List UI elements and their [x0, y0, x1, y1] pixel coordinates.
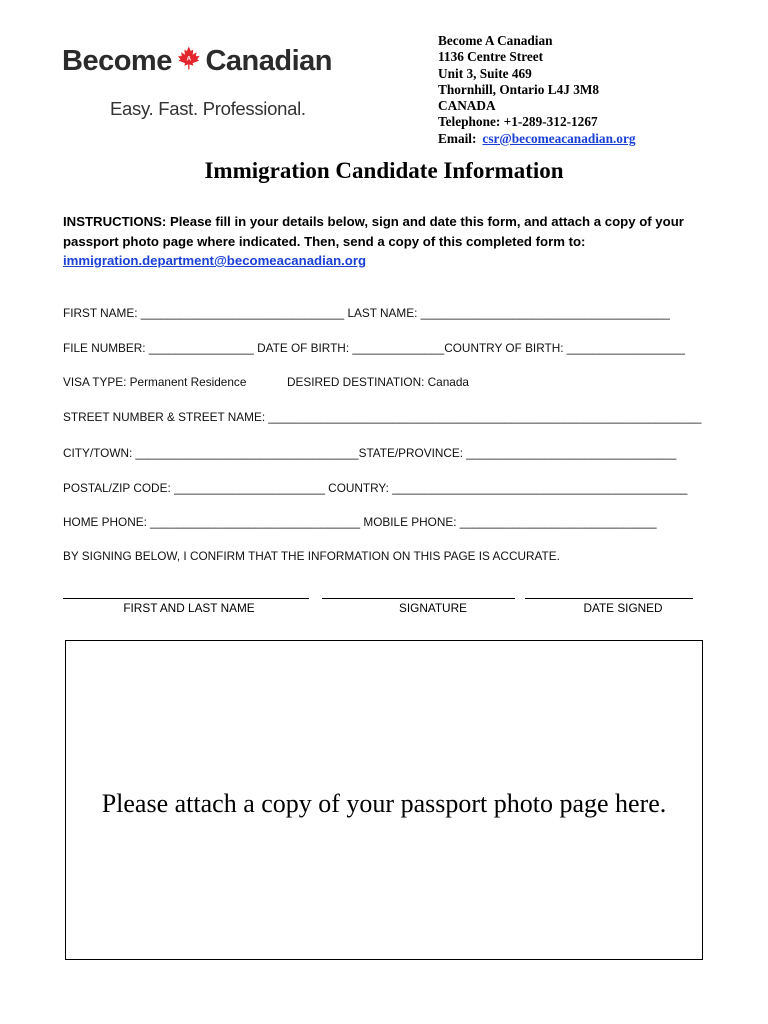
- immigration-email-link[interactable]: immigration.department@becomeacanadian.org: [63, 253, 367, 268]
- logo-wordmark: [62, 44, 332, 78]
- instructions: [63, 212, 723, 271]
- page-title: Immigration Candidate Information: [204, 158, 564, 183]
- signature-label: SIGNATURE: [399, 601, 467, 615]
- csr-email-link[interactable]: csr@becomeacanadian.org: [482, 130, 636, 146]
- name-signature-line[interactable]: [63, 598, 309, 599]
- first-last-name-label: FIRST AND LAST NAME: [123, 601, 255, 615]
- signature-line[interactable]: [322, 598, 515, 599]
- address-line: Become A Canadian: [438, 33, 553, 48]
- company-address: [438, 33, 636, 147]
- signature-block: [63, 588, 703, 616]
- visa-row: [63, 375, 469, 389]
- city-state-row[interactable]: CITY/TOWN: __________________________________STATE/PROVINCE: ________________________________: [63, 446, 677, 460]
- passport-photo-box: [65, 640, 703, 960]
- address-line: Thornhill, Ontario L4J 3M8: [438, 81, 600, 97]
- passport-instruction: Please attach a copy of your passport photo page here.: [101, 789, 667, 818]
- visa-type: VISA TYPE: Permanent Residence: [63, 375, 247, 389]
- address-line: Unit 3, Suite 469: [438, 65, 532, 81]
- date-signed-line[interactable]: [525, 598, 693, 599]
- postal-country-row[interactable]: POSTAL/ZIP CODE: _______________________ COUNTRY: _____________________________________________: [63, 481, 688, 495]
- email-label: Email:: [438, 130, 477, 146]
- instructions-text: INSTRUCTIONS: Please fill in your details below, sign and date this form, and attach a copy of your passport photo page where indicated. Then, send a copy of this completed form to:: [63, 214, 684, 249]
- desired-destination: DESIRED DESTINATION: Canada: [286, 375, 469, 389]
- maple-leaf-icon: [176, 41, 202, 75]
- address-line: CANADA: [438, 98, 496, 114]
- logo-word-a: A: [186, 55, 191, 63]
- logo-word-become: Become: [62, 44, 172, 77]
- file-birth-row[interactable]: FILE NUMBER: ________________ DATE OF BIRTH: ______________COUNTRY OF BIRTH: __________________: [63, 341, 685, 355]
- address-email-row: [438, 131, 636, 147]
- phone-row[interactable]: HOME PHONE: ________________________________ MOBILE PHONE: ______________________________: [63, 515, 657, 529]
- street-row[interactable]: STREET NUMBER & STREET NAME: __________________________________________________________________: [63, 410, 702, 424]
- become-a-canadian-logo: [62, 44, 332, 124]
- date-signed-label: DATE SIGNED: [583, 601, 663, 615]
- name-row[interactable]: FIRST NAME: _______________________________ LAST NAME: ______________________________________: [63, 306, 670, 320]
- confirmation-statement: BY SIGNING BELOW, I CONFIRM THAT THE INFORMATION ON THIS PAGE IS ACCURATE.: [63, 549, 560, 563]
- logo-tagline: Easy. Fast. Professional.: [110, 98, 306, 119]
- logo-word-canadian: Canadian: [205, 44, 332, 77]
- address-line: 1136 Centre Street: [438, 49, 544, 65]
- address-line: Telephone: +1-289-312-1267: [438, 114, 598, 130]
